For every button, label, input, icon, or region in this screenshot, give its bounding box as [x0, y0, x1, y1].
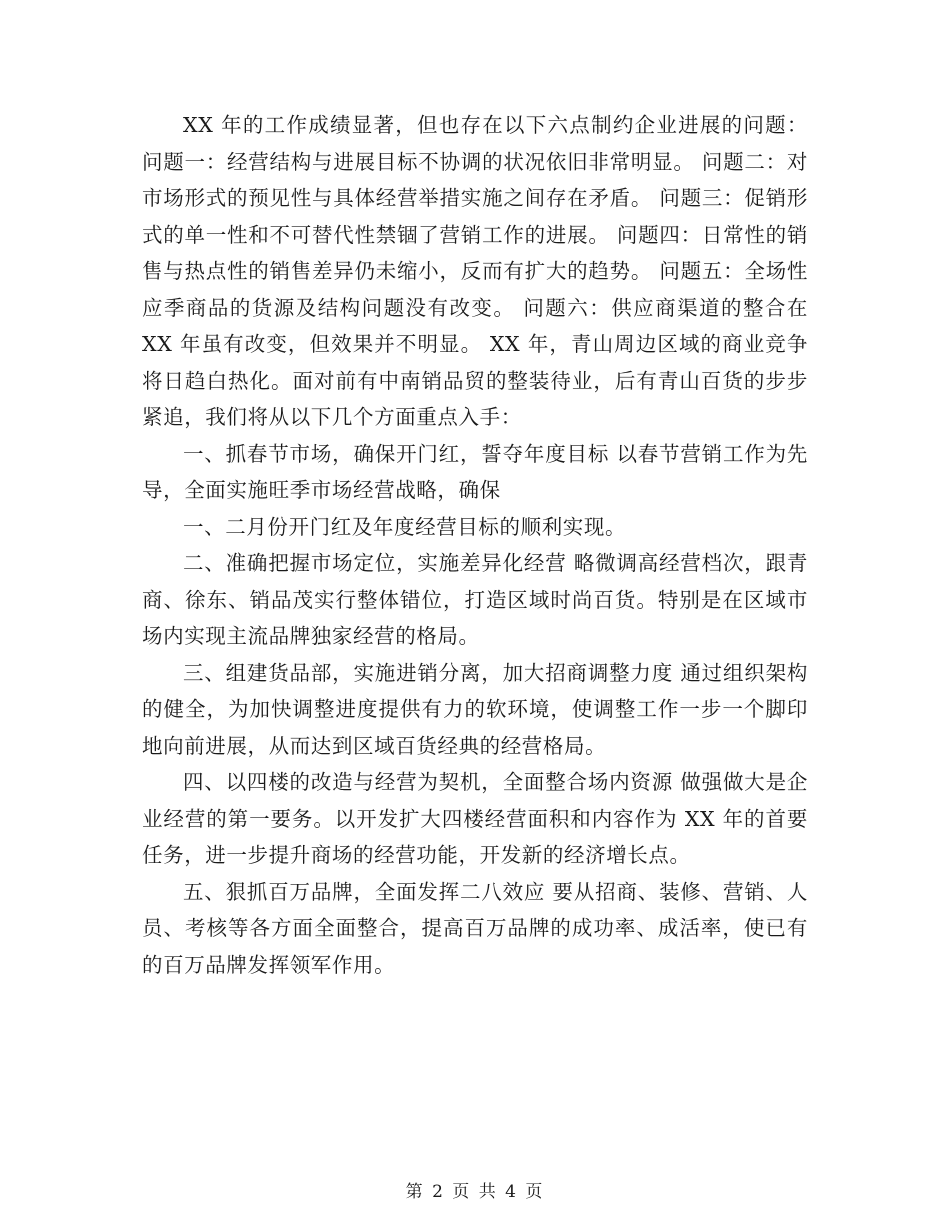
page-number-footer: 第 2 页 共 4 页	[405, 1182, 545, 1202]
paragraph-intro: XX 年的工作成绩显著，但也存在以下六点制约企业进展的问题： 问题一：经营结构与进展目标不协调的状况依旧非常明显。 问题二：对市场形式的预见性与具体经营举措实施之间存在矛盾。 问题三：促销形式的单一性和不可替代性禁锢了营销工作的进展。 问题四：日常性的销售与热点性的销售差异仍未缩小，反而有扩大的趋势。 问题五：全场性应季商品的货源及结构问题没有改变。 问题六：供应商渠道的整合在 XX 年虽有改变，但效果并不明显。 XX 年，青山周边区域的商业竞争将日趋白热化。面对前有中南销品贸的整装待业，后有青山百货的步步紧追，我们将从以下几个方面重点入手：	[142, 113, 808, 429]
paragraph-point-one: 一、抓春节市场，确保开门红，誓夺年度目标 以春节营销工作为先导，全面实施旺季市场经营战略，确保	[142, 441, 808, 502]
document-body	[142, 107, 808, 983]
paragraph-point-three: 三、组建货品部，实施进销分离，加大招商调整力度 通过组织架构的健全，为加快调整进度提供有力的软环境，使调整工作一步一个脚印地向前进展，从而达到区域百货经典的经营格局。	[142, 660, 808, 758]
paragraph-point-five: 五、狠抓百万品牌，全面发挥二八效应 要从招商、装修、营销、人员、考核等各方面全面整合，提高百万品牌的成功率、成活率，使已有的百万品牌发挥领军作用。	[142, 879, 808, 977]
paragraph-point-four: 四、以四楼的改造与经营为契机，全面整合场内资源 做强做大是企业经营的第一要务。以开发扩大四楼经营面积和内容作为 XX 年的首要任务，进一步提升商场的经营功能，开发新的经济增长点。	[142, 770, 808, 867]
paragraph-point-two: 二、准确把握市场定位，实施差异化经营 略微调高经营档次，跟青商、徐东、销品茂实行整体错位，打造区域时尚百货。特别是在区域市场内实现主流品牌独家经营的格局。	[142, 551, 808, 648]
paragraph-point-one-continued: 一、二月份开门红及年度经营目标的顺利实现。	[183, 514, 627, 539]
